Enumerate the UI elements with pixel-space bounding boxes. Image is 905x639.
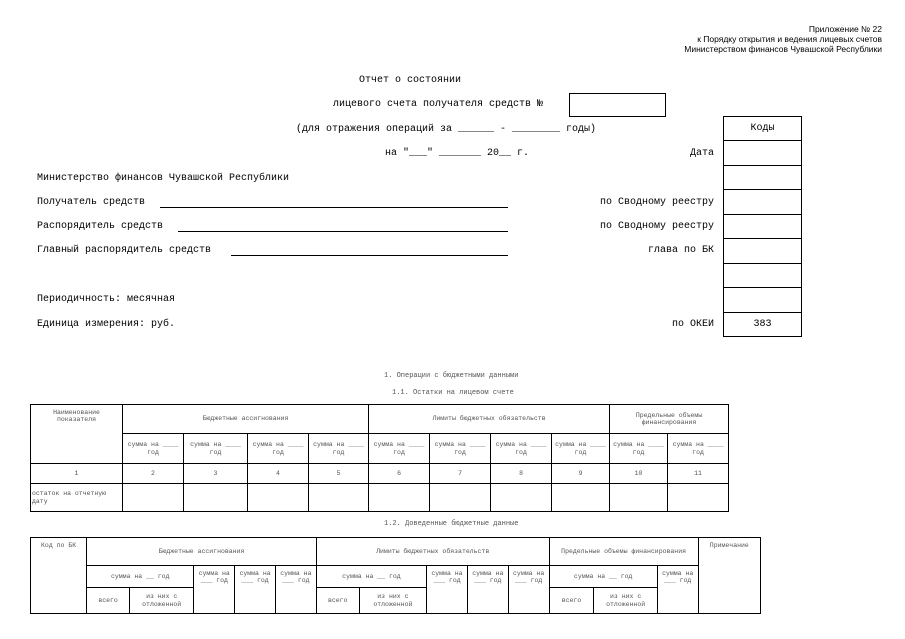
date-label: Дата — [689, 148, 714, 159]
table-cell[interactable] — [184, 484, 248, 512]
subcol-sum: сумма на ____ год — [668, 434, 729, 464]
subcol-sum: сумма на ___ год — [508, 566, 549, 614]
codes-divider — [723, 189, 802, 190]
col-number: 6 — [369, 464, 430, 484]
codes-divider — [723, 214, 802, 215]
codes-divider — [723, 165, 802, 166]
svod-reestr-label-2: по Сводному реестру — [599, 221, 714, 232]
svod-reestr-label-1: по Сводному реестру — [599, 197, 714, 208]
subcol-sum: сумма на ____ год — [369, 434, 430, 464]
subcol-sum: сумма на ____ год — [309, 434, 369, 464]
chief-manager-field[interactable] — [231, 255, 508, 256]
appendix-line-1: Приложение № 22 — [808, 24, 882, 34]
codes-divider — [723, 287, 802, 288]
report-subtitle: лицевого счета получателя средств № — [333, 99, 544, 110]
table-cell[interactable] — [369, 484, 430, 512]
codes-column — [723, 116, 802, 337]
subcol-sum: сумма на __ год — [549, 566, 657, 588]
subcol-sum: сумма на ____ год — [430, 434, 491, 464]
codes-divider — [723, 263, 802, 264]
balances-table — [30, 404, 729, 512]
table-cell[interactable] — [123, 484, 184, 512]
group-budget-limits: Лимиты бюджетных обязательств — [369, 405, 610, 434]
col-note: Примечание — [698, 538, 760, 614]
subcol-sum: сумма на ____ год — [184, 434, 248, 464]
codes-divider — [723, 238, 802, 239]
codes-divider — [723, 140, 802, 141]
group-financing-limits: Предельные объемы финансирования — [610, 405, 729, 434]
section2-title: 1.2. Доведенные бюджетные данные — [384, 520, 519, 528]
report-title: Отчет о состоянии — [359, 75, 462, 86]
ministry-label: Министерство финансов Чувашской Республики — [37, 173, 290, 184]
subcol-sum: сумма на __ год — [316, 566, 426, 588]
col-number: 4 — [248, 464, 309, 484]
col-number: 3 — [184, 464, 248, 484]
subcol-sum: сумма на ___ год — [427, 566, 468, 614]
appendix-line-2: к Порядку открытия и ведения лицевых счетов — [697, 34, 882, 44]
col-number: 10 — [610, 464, 668, 484]
subcol-sum: сумма на ____ год — [123, 434, 184, 464]
subcol-sum: сумма на ____ год — [552, 434, 610, 464]
appendix-line-3: Министерством финансов Чувашской Республики — [684, 44, 882, 54]
table-cell[interactable] — [552, 484, 610, 512]
table-cell[interactable] — [309, 484, 369, 512]
glava-bk-label: глава по БК — [647, 245, 714, 256]
group-financing-limits: Предельные объемы финансирования — [549, 538, 698, 566]
subcol-sum: сумма на ___ год — [235, 566, 276, 614]
periodicity-label: Периодичность: месячная — [37, 294, 176, 305]
table-cell[interactable] — [668, 484, 729, 512]
subcol-sum: сумма на ___ год — [657, 566, 698, 614]
table-cell[interactable] — [610, 484, 668, 512]
subcol-total: всего — [549, 588, 594, 614]
okei-label: по ОКЕИ — [671, 319, 714, 330]
section1-title: 1. Операции с бюджетными данными — [384, 372, 519, 380]
okei-code: 383 — [753, 319, 772, 330]
subcol-sum: сумма на ____ год — [610, 434, 668, 464]
manager-label: Распорядитель средств — [37, 221, 164, 232]
group-budget-limits: Лимиты бюджетных обязательств — [316, 538, 549, 566]
col-number: 2 — [123, 464, 184, 484]
subcol-sum: сумма на ___ год — [275, 566, 316, 614]
date-line: на "___" _______ 20__ г. — [385, 148, 530, 159]
unit-label: Единица измерения: руб. — [37, 319, 176, 330]
table-cell[interactable] — [248, 484, 309, 512]
col-number: 11 — [668, 464, 729, 484]
subcol-deferred: из них с отложенной — [130, 588, 194, 614]
subcol-total: всего — [316, 588, 359, 614]
subcol-sum: сумма на __ год — [87, 566, 194, 588]
table-cell[interactable] — [430, 484, 491, 512]
subcol-sum: сумма на ____ год — [248, 434, 309, 464]
col-kbk: Код по БК — [31, 538, 87, 614]
allocated-data-table — [30, 537, 761, 614]
chief-manager-label: Главный распорядитель средств — [37, 245, 212, 256]
col-indicator-name: Наименование показателя — [31, 405, 123, 464]
period-line: (для отражения операций за ______ - ________ годы) — [296, 124, 597, 135]
account-number-field[interactable] — [569, 93, 666, 117]
subcol-total: всего — [87, 588, 130, 614]
subcol-deferred: из них с отложенной — [359, 588, 426, 614]
subcol-sum: сумма на ____ год — [491, 434, 552, 464]
group-budget-allocations: Бюджетные ассигнования — [123, 405, 369, 434]
subcol-deferred: из них с отложенной — [594, 588, 657, 614]
manager-field[interactable] — [178, 231, 508, 232]
section1-subtitle: 1.1. Остатки на лицевом счете — [392, 389, 514, 397]
codes-divider — [723, 312, 802, 313]
subcol-sum: сумма на ___ год — [194, 566, 235, 614]
col-number: 5 — [309, 464, 369, 484]
recipient-field[interactable] — [160, 207, 508, 208]
recipient-label: Получатель средств — [37, 197, 146, 208]
group-budget-allocations: Бюджетные ассигнования — [87, 538, 317, 566]
col-number: 8 — [491, 464, 552, 484]
subcol-sum: сумма на ___ год — [467, 566, 508, 614]
codes-header: Коды — [750, 123, 775, 134]
row-balance-label: остаток на отчетную дату — [31, 484, 123, 512]
col-number: 7 — [430, 464, 491, 484]
table-cell[interactable] — [491, 484, 552, 512]
col-number: 9 — [552, 464, 610, 484]
col-number: 1 — [31, 464, 123, 484]
